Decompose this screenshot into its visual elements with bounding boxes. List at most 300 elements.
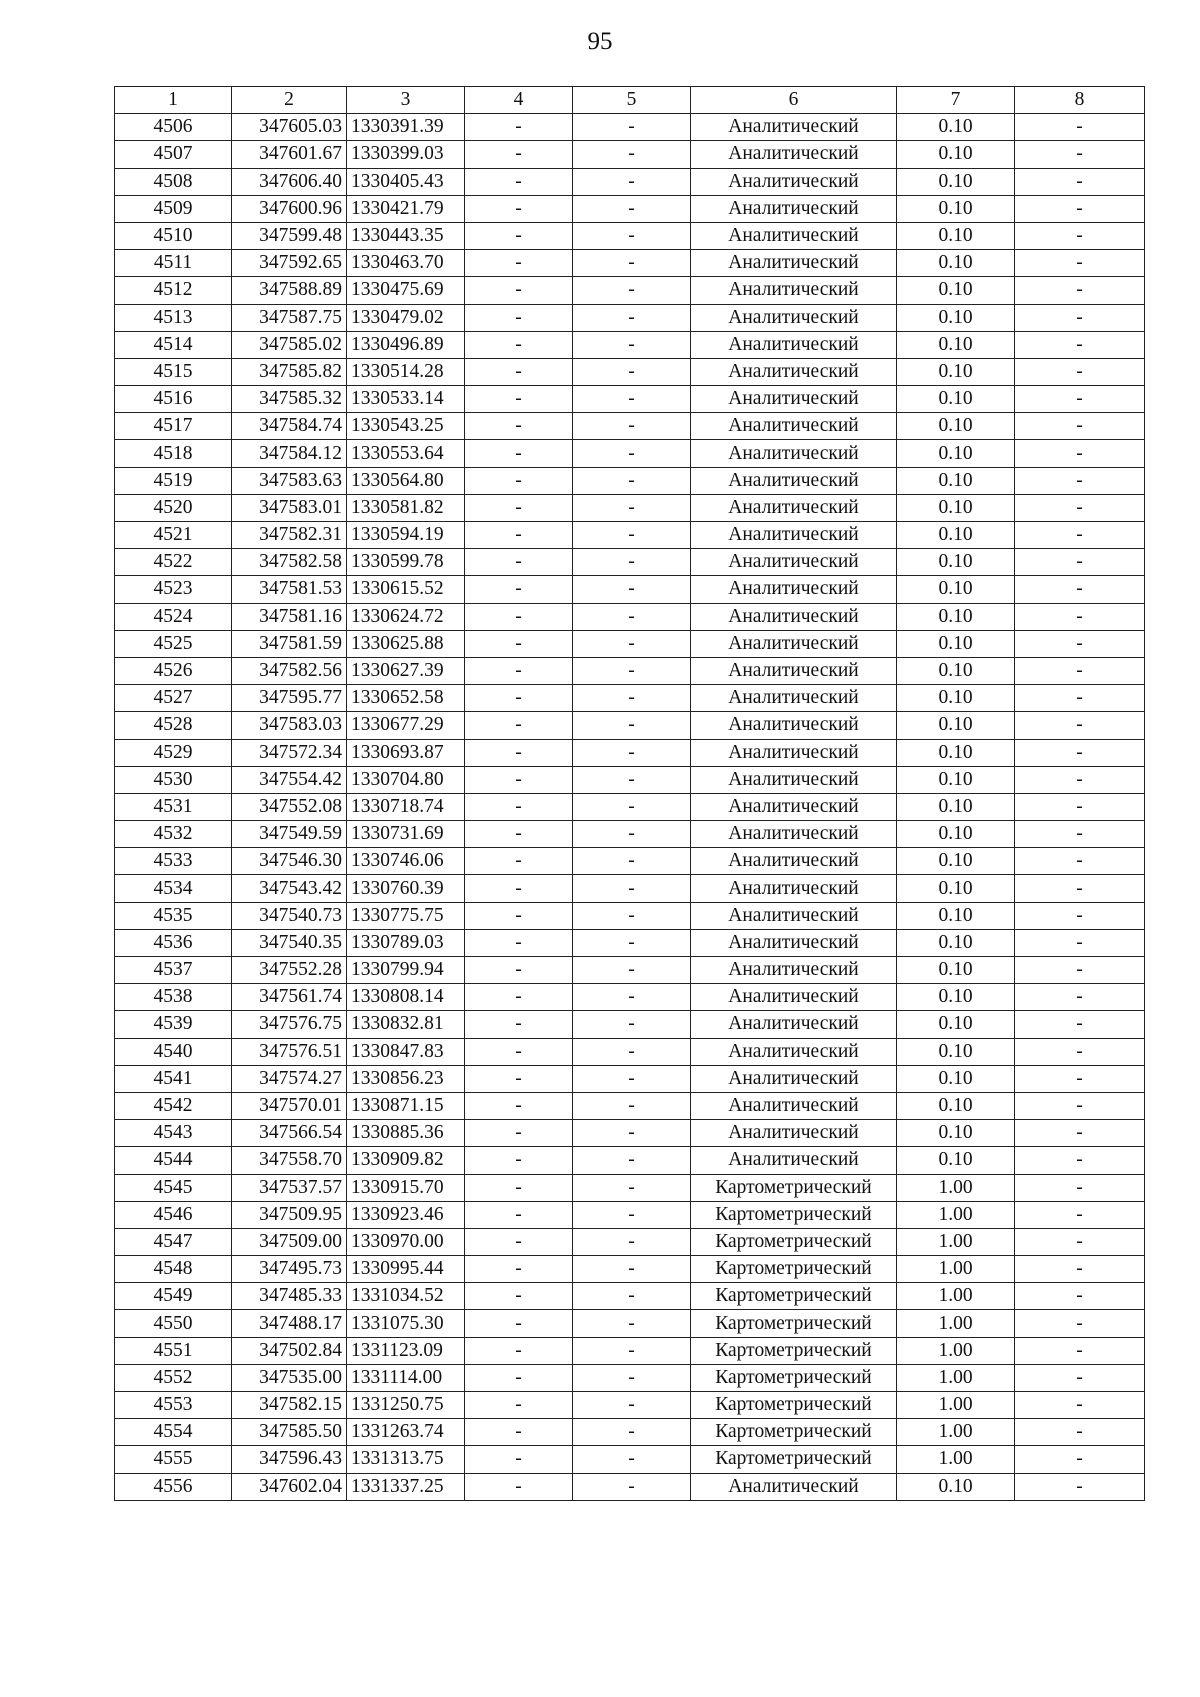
column-header-7: 7 xyxy=(897,87,1015,114)
point-number-cell: 4514 xyxy=(115,331,232,358)
col8-cell: - xyxy=(1015,739,1145,766)
col5-cell: - xyxy=(573,1065,691,1092)
x-coordinate-cell: 347595.77 xyxy=(232,685,347,712)
accuracy-cell: 1.00 xyxy=(897,1364,1015,1391)
x-coordinate-cell: 347583.01 xyxy=(232,494,347,521)
method-cell: Аналитический xyxy=(691,1147,897,1174)
table-row xyxy=(115,1228,1145,1255)
accuracy-cell: 0.10 xyxy=(897,386,1015,413)
col4-cell: - xyxy=(465,1147,573,1174)
col5-cell: - xyxy=(573,1419,691,1446)
x-coordinate-cell: 347584.12 xyxy=(232,440,347,467)
col5-cell: - xyxy=(573,766,691,793)
point-number-cell: 4521 xyxy=(115,522,232,549)
col5-cell: - xyxy=(573,739,691,766)
col5-cell: - xyxy=(573,222,691,249)
point-number-cell: 4540 xyxy=(115,1038,232,1065)
y-coordinate-cell: 1330789.03 xyxy=(347,929,465,956)
col5-cell: - xyxy=(573,1120,691,1147)
table-row xyxy=(115,250,1145,277)
method-cell: Аналитический xyxy=(691,413,897,440)
method-cell: Аналитический xyxy=(691,902,897,929)
point-number-cell: 4530 xyxy=(115,766,232,793)
point-number-cell: 4542 xyxy=(115,1092,232,1119)
col8-cell: - xyxy=(1015,1201,1145,1228)
col8-cell: - xyxy=(1015,413,1145,440)
col8-cell: - xyxy=(1015,576,1145,603)
header-row xyxy=(115,87,1145,114)
table-row xyxy=(115,549,1145,576)
accuracy-cell: 1.00 xyxy=(897,1392,1015,1419)
point-number-cell: 4555 xyxy=(115,1446,232,1473)
y-coordinate-cell: 1330599.78 xyxy=(347,549,465,576)
method-cell: Аналитический xyxy=(691,603,897,630)
point-number-cell: 4507 xyxy=(115,141,232,168)
y-coordinate-cell: 1330775.75 xyxy=(347,902,465,929)
point-number-cell: 4509 xyxy=(115,195,232,222)
col5-cell: - xyxy=(573,358,691,385)
col8-cell: - xyxy=(1015,222,1145,249)
y-coordinate-cell: 1330909.82 xyxy=(347,1147,465,1174)
y-coordinate-cell: 1331075.30 xyxy=(347,1310,465,1337)
accuracy-cell: 0.10 xyxy=(897,413,1015,440)
col8-cell: - xyxy=(1015,657,1145,684)
accuracy-cell: 1.00 xyxy=(897,1256,1015,1283)
col4-cell: - xyxy=(465,440,573,467)
method-cell: Картометрический xyxy=(691,1283,897,1310)
x-coordinate-cell: 347576.75 xyxy=(232,1011,347,1038)
y-coordinate-cell: 1330421.79 xyxy=(347,195,465,222)
page-number: 95 xyxy=(587,28,613,55)
accuracy-cell: 0.10 xyxy=(897,1038,1015,1065)
method-cell: Аналитический xyxy=(691,250,897,277)
col8-cell: - xyxy=(1015,1310,1145,1337)
accuracy-cell: 0.10 xyxy=(897,1065,1015,1092)
col8-cell: - xyxy=(1015,766,1145,793)
accuracy-cell: 0.10 xyxy=(897,494,1015,521)
method-cell: Картометрический xyxy=(691,1446,897,1473)
x-coordinate-cell: 347540.35 xyxy=(232,929,347,956)
col5-cell: - xyxy=(573,331,691,358)
col8-cell: - xyxy=(1015,1256,1145,1283)
method-cell: Аналитический xyxy=(691,848,897,875)
accuracy-cell: 0.10 xyxy=(897,576,1015,603)
col4-cell: - xyxy=(465,222,573,249)
y-coordinate-cell: 1330731.69 xyxy=(347,821,465,848)
y-coordinate-cell: 1330799.94 xyxy=(347,957,465,984)
table-row xyxy=(115,685,1145,712)
table-row xyxy=(115,821,1145,848)
col5-cell: - xyxy=(573,1310,691,1337)
x-coordinate-cell: 347582.56 xyxy=(232,657,347,684)
col8-cell: - xyxy=(1015,902,1145,929)
col8-cell: - xyxy=(1015,1419,1145,1446)
accuracy-cell: 1.00 xyxy=(897,1283,1015,1310)
y-coordinate-cell: 1330995.44 xyxy=(347,1256,465,1283)
method-cell: Аналитический xyxy=(691,331,897,358)
col5-cell: - xyxy=(573,1011,691,1038)
accuracy-cell: 0.10 xyxy=(897,793,1015,820)
col4-cell: - xyxy=(465,1120,573,1147)
point-number-cell: 4520 xyxy=(115,494,232,521)
y-coordinate-cell: 1330553.64 xyxy=(347,440,465,467)
x-coordinate-cell: 347605.03 xyxy=(232,114,347,141)
point-number-cell: 4545 xyxy=(115,1174,232,1201)
x-coordinate-cell: 347552.08 xyxy=(232,793,347,820)
y-coordinate-cell: 1331123.09 xyxy=(347,1337,465,1364)
column-header-6: 6 xyxy=(691,87,897,114)
accuracy-cell: 0.10 xyxy=(897,1011,1015,1038)
y-coordinate-cell: 1331250.75 xyxy=(347,1392,465,1419)
col4-cell: - xyxy=(465,522,573,549)
col4-cell: - xyxy=(465,1337,573,1364)
point-number-cell: 4551 xyxy=(115,1337,232,1364)
accuracy-cell: 0.10 xyxy=(897,168,1015,195)
col4-cell: - xyxy=(465,1256,573,1283)
y-coordinate-cell: 1330581.82 xyxy=(347,494,465,521)
col5-cell: - xyxy=(573,929,691,956)
point-number-cell: 4538 xyxy=(115,984,232,1011)
x-coordinate-cell: 347592.65 xyxy=(232,250,347,277)
col8-cell: - xyxy=(1015,168,1145,195)
col4-cell: - xyxy=(465,141,573,168)
col5-cell: - xyxy=(573,522,691,549)
accuracy-cell: 1.00 xyxy=(897,1419,1015,1446)
col8-cell: - xyxy=(1015,386,1145,413)
accuracy-cell: 0.10 xyxy=(897,712,1015,739)
col4-cell: - xyxy=(465,1283,573,1310)
col5-cell: - xyxy=(573,1147,691,1174)
y-coordinate-cell: 1331034.52 xyxy=(347,1283,465,1310)
y-coordinate-cell: 1330677.29 xyxy=(347,712,465,739)
accuracy-cell: 0.10 xyxy=(897,848,1015,875)
x-coordinate-cell: 347549.59 xyxy=(232,821,347,848)
table-row xyxy=(115,1201,1145,1228)
col4-cell: - xyxy=(465,1228,573,1255)
accuracy-cell: 0.10 xyxy=(897,1147,1015,1174)
table-row xyxy=(115,522,1145,549)
method-cell: Аналитический xyxy=(691,1092,897,1119)
col4-cell: - xyxy=(465,793,573,820)
col8-cell: - xyxy=(1015,1473,1145,1500)
col4-cell: - xyxy=(465,277,573,304)
y-coordinate-cell: 1330479.02 xyxy=(347,304,465,331)
method-cell: Аналитический xyxy=(691,386,897,413)
method-cell: Аналитический xyxy=(691,522,897,549)
point-number-cell: 4552 xyxy=(115,1364,232,1391)
x-coordinate-cell: 347488.17 xyxy=(232,1310,347,1337)
method-cell: Картометрический xyxy=(691,1392,897,1419)
x-coordinate-cell: 347599.48 xyxy=(232,222,347,249)
x-coordinate-cell: 347585.82 xyxy=(232,358,347,385)
y-coordinate-cell: 1330475.69 xyxy=(347,277,465,304)
y-coordinate-cell: 1330808.14 xyxy=(347,984,465,1011)
accuracy-cell: 1.00 xyxy=(897,1446,1015,1473)
col4-cell: - xyxy=(465,386,573,413)
col8-cell: - xyxy=(1015,494,1145,521)
col4-cell: - xyxy=(465,929,573,956)
accuracy-cell: 1.00 xyxy=(897,1201,1015,1228)
col4-cell: - xyxy=(465,168,573,195)
column-header-8: 8 xyxy=(1015,87,1145,114)
table-row xyxy=(115,1092,1145,1119)
col8-cell: - xyxy=(1015,141,1145,168)
method-cell: Аналитический xyxy=(691,984,897,1011)
col8-cell: - xyxy=(1015,821,1145,848)
col5-cell: - xyxy=(573,875,691,902)
col8-cell: - xyxy=(1015,114,1145,141)
accuracy-cell: 0.10 xyxy=(897,141,1015,168)
point-number-cell: 4532 xyxy=(115,821,232,848)
method-cell: Картометрический xyxy=(691,1228,897,1255)
col8-cell: - xyxy=(1015,440,1145,467)
y-coordinate-cell: 1330463.70 xyxy=(347,250,465,277)
point-number-cell: 4524 xyxy=(115,603,232,630)
col8-cell: - xyxy=(1015,304,1145,331)
x-coordinate-cell: 347581.53 xyxy=(232,576,347,603)
table-row xyxy=(115,957,1145,984)
coordinates-table xyxy=(114,86,1145,1501)
y-coordinate-cell: 1331337.25 xyxy=(347,1473,465,1500)
col5-cell: - xyxy=(573,494,691,521)
col5-cell: - xyxy=(573,1446,691,1473)
column-header-3: 3 xyxy=(347,87,465,114)
method-cell: Аналитический xyxy=(691,576,897,603)
col8-cell: - xyxy=(1015,549,1145,576)
point-number-cell: 4546 xyxy=(115,1201,232,1228)
col4-cell: - xyxy=(465,576,573,603)
method-cell: Аналитический xyxy=(691,1038,897,1065)
col5-cell: - xyxy=(573,1228,691,1255)
method-cell: Картометрический xyxy=(691,1310,897,1337)
table-row xyxy=(115,902,1145,929)
col4-cell: - xyxy=(465,1011,573,1038)
col5-cell: - xyxy=(573,984,691,1011)
col4-cell: - xyxy=(465,766,573,793)
col8-cell: - xyxy=(1015,1364,1145,1391)
point-number-cell: 4533 xyxy=(115,848,232,875)
method-cell: Аналитический xyxy=(691,277,897,304)
point-number-cell: 4525 xyxy=(115,630,232,657)
col8-cell: - xyxy=(1015,1092,1145,1119)
col4-cell: - xyxy=(465,603,573,630)
point-number-cell: 4506 xyxy=(115,114,232,141)
table-row xyxy=(115,1337,1145,1364)
table-row xyxy=(115,1392,1145,1419)
y-coordinate-cell: 1330624.72 xyxy=(347,603,465,630)
col4-cell: - xyxy=(465,902,573,929)
y-coordinate-cell: 1330718.74 xyxy=(347,793,465,820)
col8-cell: - xyxy=(1015,358,1145,385)
y-coordinate-cell: 1330847.83 xyxy=(347,1038,465,1065)
y-coordinate-cell: 1330856.23 xyxy=(347,1065,465,1092)
x-coordinate-cell: 347602.04 xyxy=(232,1473,347,1500)
accuracy-cell: 0.10 xyxy=(897,440,1015,467)
y-coordinate-cell: 1330970.00 xyxy=(347,1228,465,1255)
x-coordinate-cell: 347543.42 xyxy=(232,875,347,902)
table-row xyxy=(115,222,1145,249)
accuracy-cell: 0.10 xyxy=(897,467,1015,494)
x-coordinate-cell: 347585.02 xyxy=(232,331,347,358)
point-number-cell: 4536 xyxy=(115,929,232,956)
table-row xyxy=(115,1364,1145,1391)
method-cell: Картометрический xyxy=(691,1256,897,1283)
accuracy-cell: 0.10 xyxy=(897,195,1015,222)
x-coordinate-cell: 347581.59 xyxy=(232,630,347,657)
col5-cell: - xyxy=(573,1174,691,1201)
col8-cell: - xyxy=(1015,195,1145,222)
accuracy-cell: 0.10 xyxy=(897,358,1015,385)
y-coordinate-cell: 1330871.15 xyxy=(347,1092,465,1119)
y-coordinate-cell: 1330399.03 xyxy=(347,141,465,168)
method-cell: Аналитический xyxy=(691,685,897,712)
x-coordinate-cell: 347572.34 xyxy=(232,739,347,766)
col4-cell: - xyxy=(465,821,573,848)
col4-cell: - xyxy=(465,657,573,684)
y-coordinate-cell: 1330533.14 xyxy=(347,386,465,413)
col8-cell: - xyxy=(1015,848,1145,875)
accuracy-cell: 0.10 xyxy=(897,114,1015,141)
col4-cell: - xyxy=(465,1038,573,1065)
col8-cell: - xyxy=(1015,1147,1145,1174)
table-row xyxy=(115,739,1145,766)
method-cell: Аналитический xyxy=(691,657,897,684)
point-number-cell: 4556 xyxy=(115,1473,232,1500)
col5-cell: - xyxy=(573,549,691,576)
col4-cell: - xyxy=(465,712,573,739)
point-number-cell: 4526 xyxy=(115,657,232,684)
col5-cell: - xyxy=(573,168,691,195)
column-header-1: 1 xyxy=(115,87,232,114)
accuracy-cell: 0.10 xyxy=(897,222,1015,249)
point-number-cell: 4537 xyxy=(115,957,232,984)
method-cell: Аналитический xyxy=(691,440,897,467)
table-row xyxy=(115,766,1145,793)
col5-cell: - xyxy=(573,1201,691,1228)
method-cell: Картометрический xyxy=(691,1419,897,1446)
x-coordinate-cell: 347552.28 xyxy=(232,957,347,984)
col5-cell: - xyxy=(573,413,691,440)
x-coordinate-cell: 347558.70 xyxy=(232,1147,347,1174)
accuracy-cell: 0.10 xyxy=(897,522,1015,549)
col5-cell: - xyxy=(573,685,691,712)
table-row xyxy=(115,141,1145,168)
y-coordinate-cell: 1330693.87 xyxy=(347,739,465,766)
accuracy-cell: 0.10 xyxy=(897,304,1015,331)
col5-cell: - xyxy=(573,630,691,657)
x-coordinate-cell: 347574.27 xyxy=(232,1065,347,1092)
y-coordinate-cell: 1330615.52 xyxy=(347,576,465,603)
accuracy-cell: 0.10 xyxy=(897,250,1015,277)
table-row xyxy=(115,358,1145,385)
accuracy-cell: 0.10 xyxy=(897,1092,1015,1119)
x-coordinate-cell: 347606.40 xyxy=(232,168,347,195)
accuracy-cell: 0.10 xyxy=(897,957,1015,984)
x-coordinate-cell: 347600.96 xyxy=(232,195,347,222)
method-cell: Аналитический xyxy=(691,358,897,385)
col8-cell: - xyxy=(1015,685,1145,712)
method-cell: Аналитический xyxy=(691,549,897,576)
col5-cell: - xyxy=(573,467,691,494)
y-coordinate-cell: 1330923.46 xyxy=(347,1201,465,1228)
y-coordinate-cell: 1330625.88 xyxy=(347,630,465,657)
accuracy-cell: 0.10 xyxy=(897,984,1015,1011)
accuracy-cell: 1.00 xyxy=(897,1310,1015,1337)
table-row xyxy=(115,494,1145,521)
x-coordinate-cell: 347584.74 xyxy=(232,413,347,440)
col8-cell: - xyxy=(1015,250,1145,277)
method-cell: Аналитический xyxy=(691,957,897,984)
point-number-cell: 4510 xyxy=(115,222,232,249)
x-coordinate-cell: 347561.74 xyxy=(232,984,347,1011)
table-row xyxy=(115,467,1145,494)
col4-cell: - xyxy=(465,1201,573,1228)
col8-cell: - xyxy=(1015,630,1145,657)
method-cell: Аналитический xyxy=(691,1120,897,1147)
accuracy-cell: 0.10 xyxy=(897,657,1015,684)
method-cell: Аналитический xyxy=(691,114,897,141)
point-number-cell: 4516 xyxy=(115,386,232,413)
column-header-5: 5 xyxy=(573,87,691,114)
point-number-cell: 4553 xyxy=(115,1392,232,1419)
col4-cell: - xyxy=(465,304,573,331)
point-number-cell: 4543 xyxy=(115,1120,232,1147)
y-coordinate-cell: 1330391.39 xyxy=(347,114,465,141)
y-coordinate-cell: 1330704.80 xyxy=(347,766,465,793)
col5-cell: - xyxy=(573,957,691,984)
y-coordinate-cell: 1330652.58 xyxy=(347,685,465,712)
col5-cell: - xyxy=(573,1038,691,1065)
point-number-cell: 4519 xyxy=(115,467,232,494)
point-number-cell: 4549 xyxy=(115,1283,232,1310)
y-coordinate-cell: 1330746.06 xyxy=(347,848,465,875)
col4-cell: - xyxy=(465,1473,573,1500)
x-coordinate-cell: 347535.00 xyxy=(232,1364,347,1391)
point-number-cell: 4544 xyxy=(115,1147,232,1174)
x-coordinate-cell: 347509.00 xyxy=(232,1228,347,1255)
method-cell: Аналитический xyxy=(691,766,897,793)
table-row xyxy=(115,440,1145,467)
point-number-cell: 4535 xyxy=(115,902,232,929)
col5-cell: - xyxy=(573,1283,691,1310)
x-coordinate-cell: 347588.89 xyxy=(232,277,347,304)
table-row xyxy=(115,1473,1145,1500)
col4-cell: - xyxy=(465,875,573,902)
point-number-cell: 4554 xyxy=(115,1419,232,1446)
col8-cell: - xyxy=(1015,603,1145,630)
table-row xyxy=(115,1011,1145,1038)
table-row xyxy=(115,168,1145,195)
table-row xyxy=(115,1065,1145,1092)
col8-cell: - xyxy=(1015,1446,1145,1473)
col8-cell: - xyxy=(1015,1065,1145,1092)
point-number-cell: 4522 xyxy=(115,549,232,576)
point-number-cell: 4529 xyxy=(115,739,232,766)
col8-cell: - xyxy=(1015,1011,1145,1038)
x-coordinate-cell: 347582.58 xyxy=(232,549,347,576)
point-number-cell: 4523 xyxy=(115,576,232,603)
table-row xyxy=(115,984,1145,1011)
col4-cell: - xyxy=(465,114,573,141)
point-number-cell: 4541 xyxy=(115,1065,232,1092)
point-number-cell: 4508 xyxy=(115,168,232,195)
y-coordinate-cell: 1330543.25 xyxy=(347,413,465,440)
col4-cell: - xyxy=(465,358,573,385)
point-number-cell: 4547 xyxy=(115,1228,232,1255)
x-coordinate-cell: 347509.95 xyxy=(232,1201,347,1228)
accuracy-cell: 0.10 xyxy=(897,277,1015,304)
col8-cell: - xyxy=(1015,331,1145,358)
